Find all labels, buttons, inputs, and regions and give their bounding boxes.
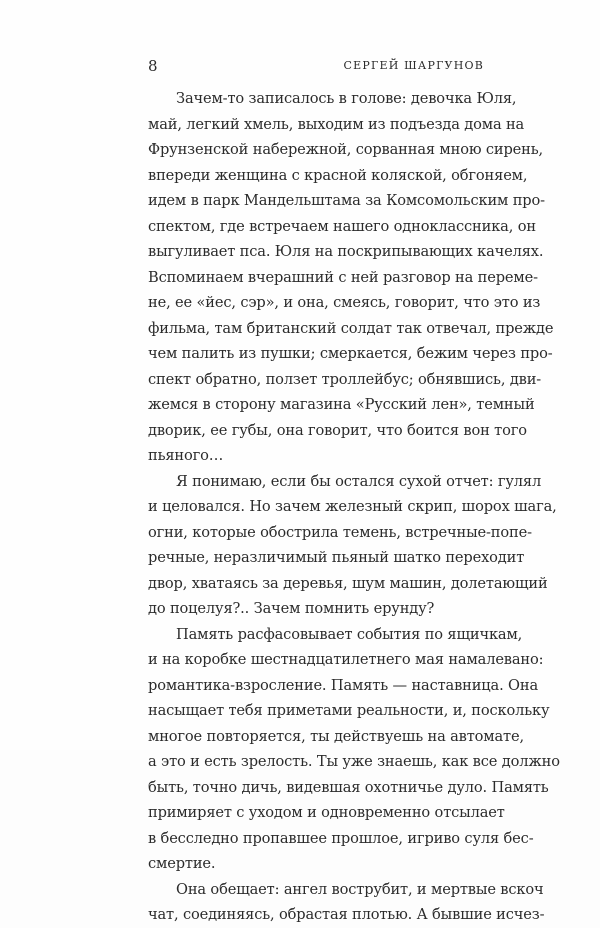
text-line: двор, хватаясь за деревья, шум машин, долетающий	[148, 574, 548, 592]
text-line: и на коробке шестнадцатилетнего мая намалевано:	[148, 651, 544, 668]
text-line: Вспоминаем вчерашний с ней разговор на переме-	[148, 268, 538, 286]
text-line: выгуливает пса. Юля на поскрипывающих качелях.	[148, 243, 544, 260]
text-line: май, легкий хмель, выходим из подъезда дома на	[148, 115, 525, 133]
text-line: Зачем-то записалось в голове: девочка Юля,	[176, 90, 517, 107]
text-line: Я понимаю, если бы остался сухой отчет: гулял	[176, 472, 542, 490]
text-line: смертие.	[148, 855, 216, 872]
text-line: до поцелуя?.. Зачем помнить ерунду?	[148, 600, 435, 617]
running-title: СЕРГЕЙ ШАРГУНОВ	[343, 59, 484, 72]
text-line: Память расфасовывает события по ящичкам,	[176, 625, 523, 643]
text-line: Она обещает: ангел вострубит, и мертвые вскоч	[176, 880, 544, 898]
text-line: романтика-взросление. Память — наставница. Она	[148, 676, 538, 694]
text-line: примиряет с уходом и одновременно отсылает	[148, 804, 505, 821]
text-line: спектом, где встречаем нашего одноклассника, он	[148, 217, 536, 235]
text-line: Фрунзенской набережной, сорванная мною сирень,	[148, 141, 544, 158]
text-line: пьяного…	[148, 447, 224, 464]
text-line: в бесследно пропавшее прошлое, игриво суля бес-	[148, 829, 534, 847]
text-line: речные, неразличимый пьяный шатко переходит	[148, 549, 525, 566]
text-line: и целовался. Но зачем железный скрип, шорох шага,	[148, 498, 557, 515]
text-line: не, ее «йес, сэр», и она, смеясь, говорит, что это из	[148, 294, 541, 311]
text-line: жемся в сторону магазина «Русский лен», темный	[148, 396, 535, 413]
text-line: многое повторяется, ты действуешь на автомате,	[148, 727, 524, 745]
text-line: идем в парк Мандельштама за Комсомольским про-	[148, 192, 545, 209]
text-line: быть, точно дичь, видевшая охотничье дуло. Память	[148, 778, 549, 796]
page-header	[148, 57, 484, 77]
text-line: фильма, там британский солдат так отвечал, прежде	[148, 319, 554, 337]
text-line: впереди женщина с красной коляской, обгоняем,	[148, 166, 528, 184]
text-line: спект обратно, ползет троллейбус; обнявшись, дви-	[148, 370, 542, 388]
text-line: чат, соединяясь, обрастая плотью. А бывшие исчез-	[148, 906, 545, 923]
text-line: чем палить из пушки; смеркается, бежим через про-	[148, 345, 553, 362]
text-line: огни, которые обострила темень, встречные-попе-	[148, 523, 532, 541]
text-line: дворик, ее губы, она говорит, что боится вон того	[148, 421, 527, 439]
text-line: а это и есть зрелость. Ты уже знаешь, как все должно	[148, 753, 560, 770]
text-line: насыщает тебя приметами реальности, и, поскольку	[148, 702, 550, 719]
page-number: 8	[148, 57, 159, 75]
body-text	[148, 86, 560, 928]
